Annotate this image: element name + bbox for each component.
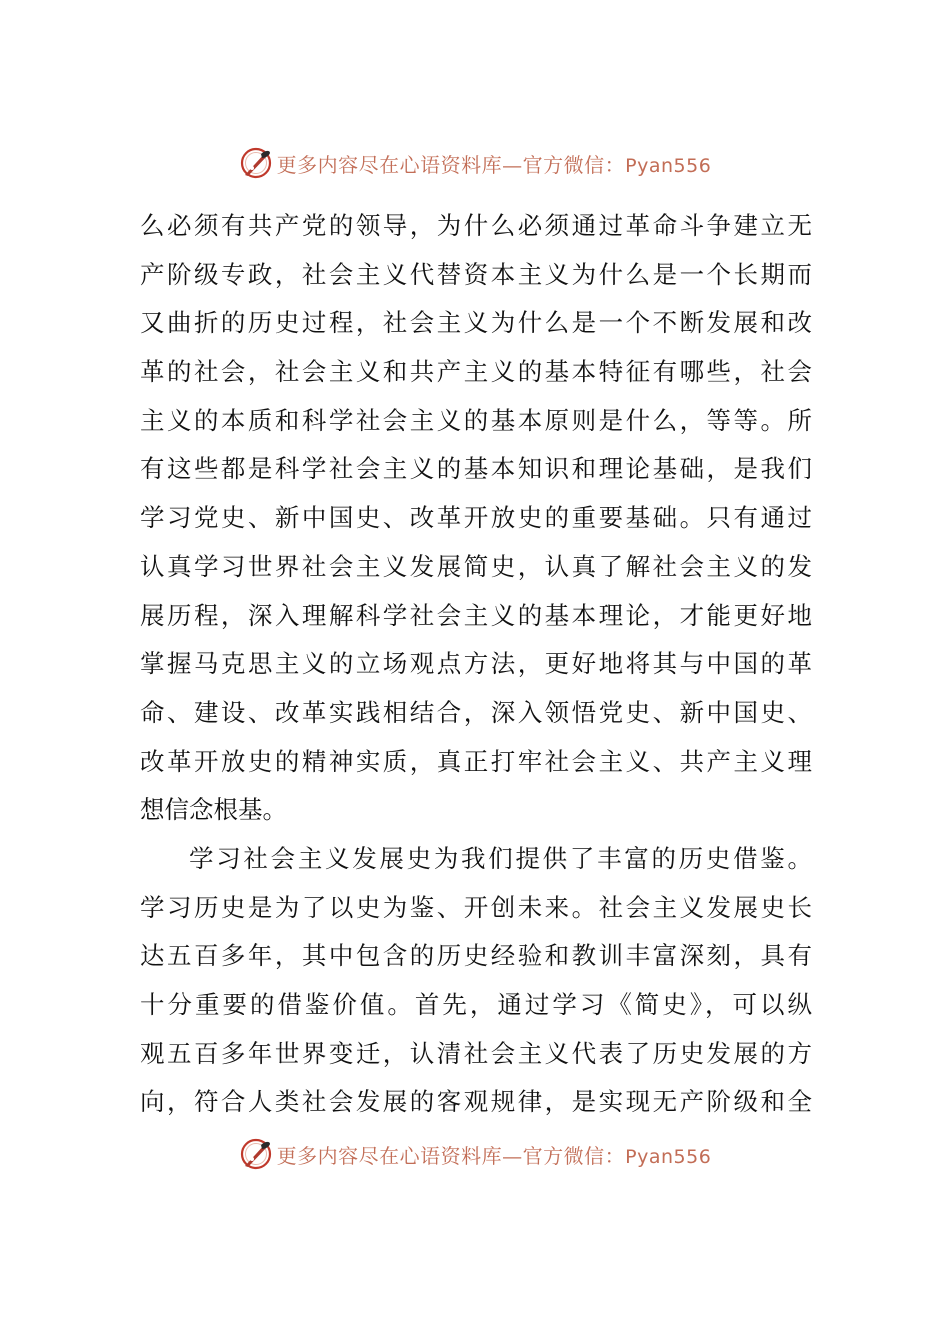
quill-pen-logo-icon	[239, 1137, 273, 1171]
text-line: 十分重要的借鉴价值。首先，通过学习《简史》，可以纵	[140, 990, 812, 1019]
text-line: 学习历史是为了以史为鉴、开创未来。社会主义发展史长	[140, 892, 812, 922]
text-line: 认真学习世界社会主义发展简史，认真了解社会主义的发	[140, 551, 812, 581]
text-line: 么必须有共产党的领导，为什么必须通过革命斗争建立无	[140, 211, 812, 240]
header-watermark	[0, 143, 950, 183]
text-line: 观五百多年世界变迁，认清社会主义代表了历史发展的方	[140, 1038, 812, 1068]
text-line: 产阶级专政，社会主义代替资本主义为什么是一个长期而	[140, 259, 812, 289]
text-line: 达五百多年，其中包含的历史经验和教训丰富深刻，具有	[140, 941, 812, 971]
document-body	[140, 202, 812, 1127]
paragraph-topic-sentence: 学习社会主义发展史为我们提供了丰富的历史借鉴。	[189, 843, 812, 873]
watermark-handle: Pyan556	[625, 154, 712, 177]
text-line: 改革开放史的精神实质，真正打牢社会主义、共产主义理	[140, 746, 812, 776]
quill-pen-logo-icon	[239, 146, 273, 180]
watermark-label: 更多内容尽在心语资料库—官方微信：	[276, 1143, 626, 1168]
watermark-text	[277, 1140, 712, 1169]
text-line: 学习党史、新中国史、改革开放史的重要基础。只有通过	[140, 503, 812, 533]
footer-watermark	[0, 1134, 950, 1174]
watermark-text	[277, 149, 712, 178]
text-line: 主义的本质和科学社会主义的基本原则是什么，等等。所	[140, 405, 812, 435]
text-line: 展历程，深入理解科学社会主义的基本理论，才能更好地	[140, 600, 812, 630]
text-line: 掌握马克思主义的立场观点方法，更好地将其与中国的革	[140, 649, 812, 679]
paragraph-end-line: 想信念根基。	[140, 795, 287, 825]
text-line: 命、建设、改革实践相结合，深入领悟党史、新中国史、	[140, 697, 812, 727]
text-line: 向，符合人类社会发展的客观规律，是实现无产阶级和全	[140, 1087, 812, 1117]
watermark-label: 更多内容尽在心语资料库—官方微信：	[276, 152, 626, 177]
text-line: 有这些都是科学社会主义的基本知识和理论基础，是我们	[140, 454, 812, 484]
text-line: 革的社会，社会主义和共产主义的基本特征有哪些，社会	[140, 357, 812, 387]
watermark-handle: Pyan556	[625, 1145, 712, 1168]
text-line: 又曲折的历史过程，社会主义为什么是一个不断发展和改	[140, 308, 812, 338]
